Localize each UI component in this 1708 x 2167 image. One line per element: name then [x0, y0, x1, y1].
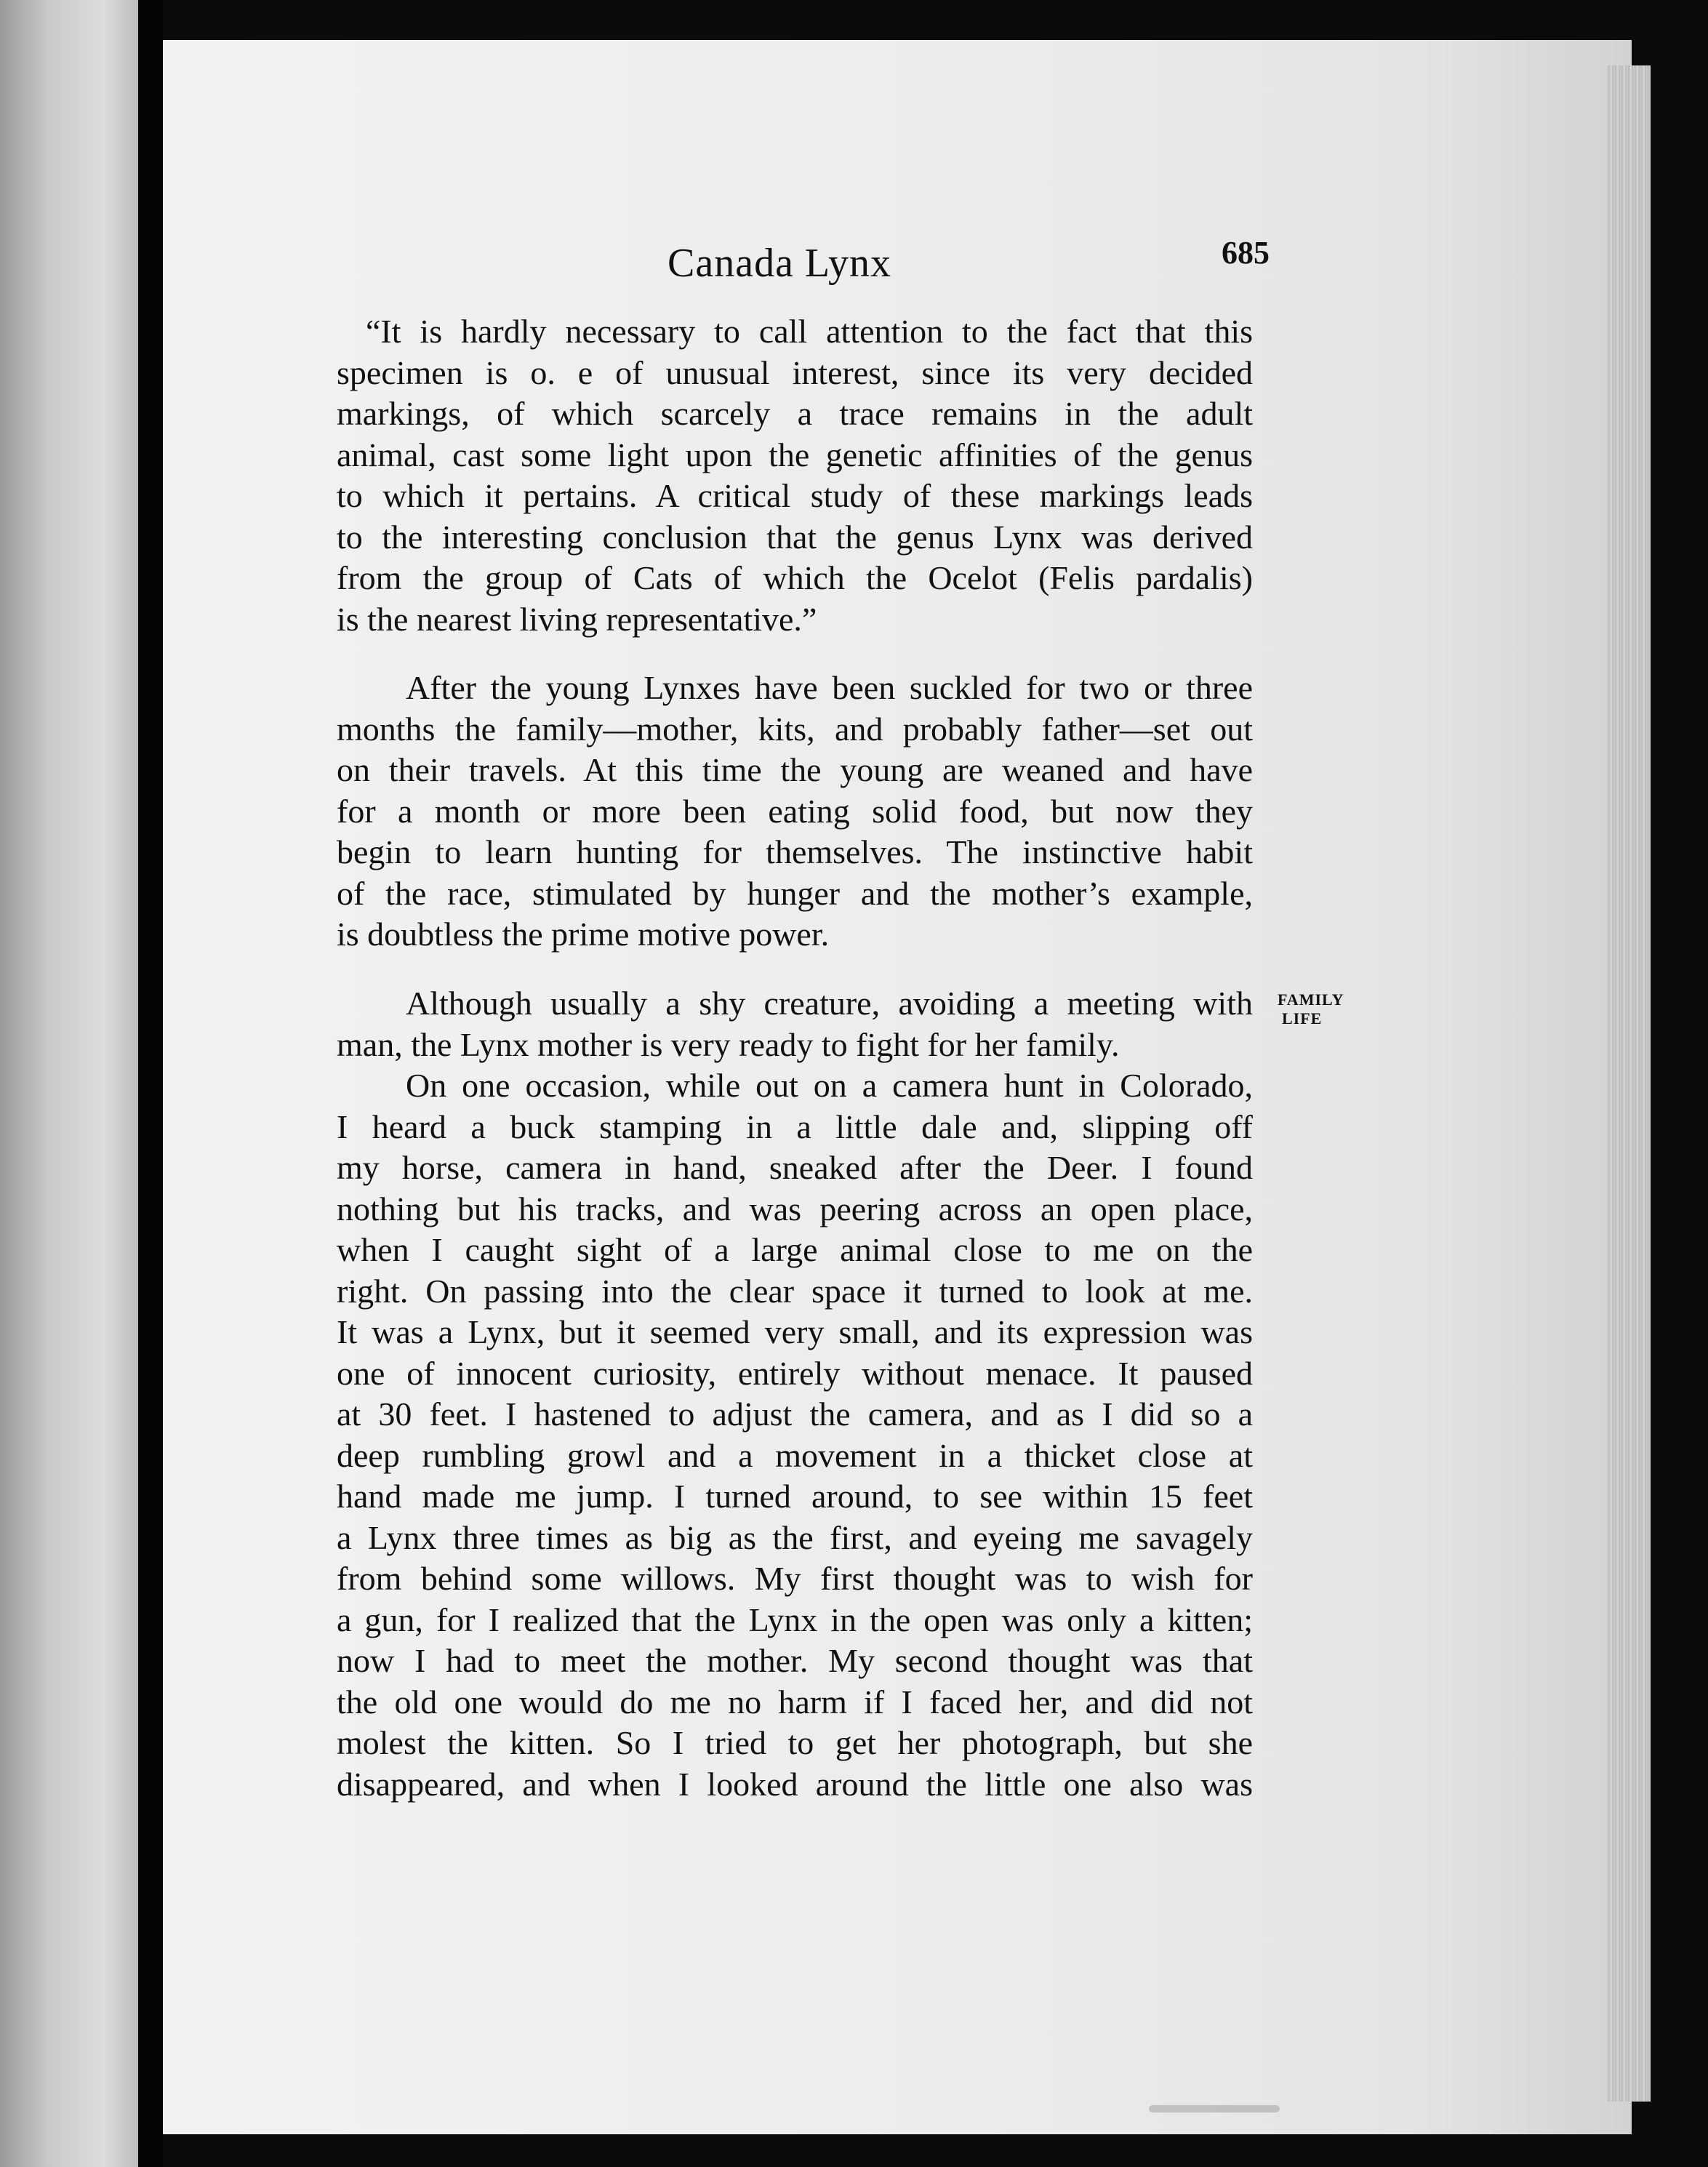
margin-note: [1278, 990, 1344, 1028]
text-line: on their travels. At this time the young are weaned and have: [337, 751, 1253, 788]
page-number: 685: [1222, 235, 1270, 271]
text-line: man, the Lynx mother is very ready to fight for her family.: [337, 1025, 1120, 1063]
page-smudge: [1149, 2105, 1280, 2112]
text-line: of the race, stimulated by hunger and the mother’s example,: [337, 874, 1253, 912]
paragraph-camera-hunt: [337, 1065, 1253, 1805]
text-line: After the young Lynxes have been suckled for two or three: [406, 669, 1253, 706]
text-line: at 30 feet. I hastened to adjust the camera, and as I did so a: [337, 1395, 1253, 1433]
running-header: Canada Lynx: [667, 241, 892, 286]
text-line: hand made me jump. I turned around, to see within 15 feet: [337, 1478, 1253, 1515]
margin-note-line: LIFE: [1282, 1009, 1323, 1028]
text-line: a Lynx three times as big as the first, and eyeing me savagely: [337, 1518, 1253, 1556]
text-line: animal, cast some light upon the genetic affinities of the genus: [337, 436, 1253, 473]
text-line: molest the kitten. So I tried to get her photograph, but she: [337, 1724, 1253, 1761]
text-line: nothing but his tracks, and was peering across an open place,: [337, 1190, 1253, 1227]
text-line: markings, of which scarcely a trace remains in the adult: [337, 395, 1253, 432]
text-line: from the group of Cats of which the Ocelot (Felis pardalis): [337, 559, 1253, 596]
text-line: specimen is o. e of unusual interest, since its very decided: [337, 353, 1253, 391]
text-line: from behind some willows. My first thought was to wish for: [337, 1560, 1253, 1597]
text-line: On one occasion, while out on a camera hunt in Colorado,: [406, 1067, 1253, 1104]
paragraph-young-lynxes: [337, 668, 1253, 956]
text-line: a gun, for I realized that the Lynx in the open was only a kitten;: [337, 1601, 1253, 1638]
text-line: I heard a buck stamping in a little dale and, slipping off: [337, 1107, 1253, 1145]
text-line: one of innocent curiosity, entirely without menace. It paused: [337, 1354, 1253, 1392]
book-gutter: [138, 0, 163, 2167]
text-line: “It is hardly necessary to call attention to the fact that this: [366, 313, 1253, 350]
margin-note-line: FAMILY: [1278, 990, 1344, 1009]
page-stack-edge: [1607, 65, 1651, 2102]
text-line: disappeared, and when I looked around the little one also was: [337, 1765, 1253, 1803]
text-line: deep rumbling growl and a movement in a thicket close at: [337, 1436, 1253, 1474]
text-line: It was a Lynx, but it seemed very small, and its expression was: [337, 1313, 1253, 1350]
text-line: my horse, camera in hand, sneaked after the Deer. I found: [337, 1149, 1253, 1186]
text-line: months the family—mother, kits, and probably father—set out: [337, 710, 1253, 748]
text-line: now I had to meet the mother. My second thought was that: [337, 1642, 1253, 1679]
paragraph-family-life: [337, 983, 1253, 1065]
text-line: when I caught sight of a large animal close to me on the: [337, 1231, 1253, 1268]
text-line: for a month or more been eating solid food, but now they: [337, 792, 1253, 830]
text-line: right. On passing into the clear space it turned to look at me.: [337, 1272, 1253, 1310]
left-page-edge: [0, 0, 138, 2167]
text-line: Although usually a shy creature, avoiding a meeting with: [406, 985, 1253, 1022]
text-line: begin to learn hunting for themselves. The instinctive habit: [337, 833, 1253, 870]
text-line: is doubtless the prime motive power.: [337, 916, 830, 953]
text-line: to which it pertains. A critical study of these markings leads: [337, 477, 1253, 514]
text-line: is the nearest living representative.”: [337, 600, 817, 638]
text-line: the old one would do me no harm if I faced her, and did not: [337, 1683, 1253, 1721]
text-line: to the interesting conclusion that the genus Lynx was derived: [337, 518, 1253, 556]
paragraph-quote: [337, 311, 1253, 640]
